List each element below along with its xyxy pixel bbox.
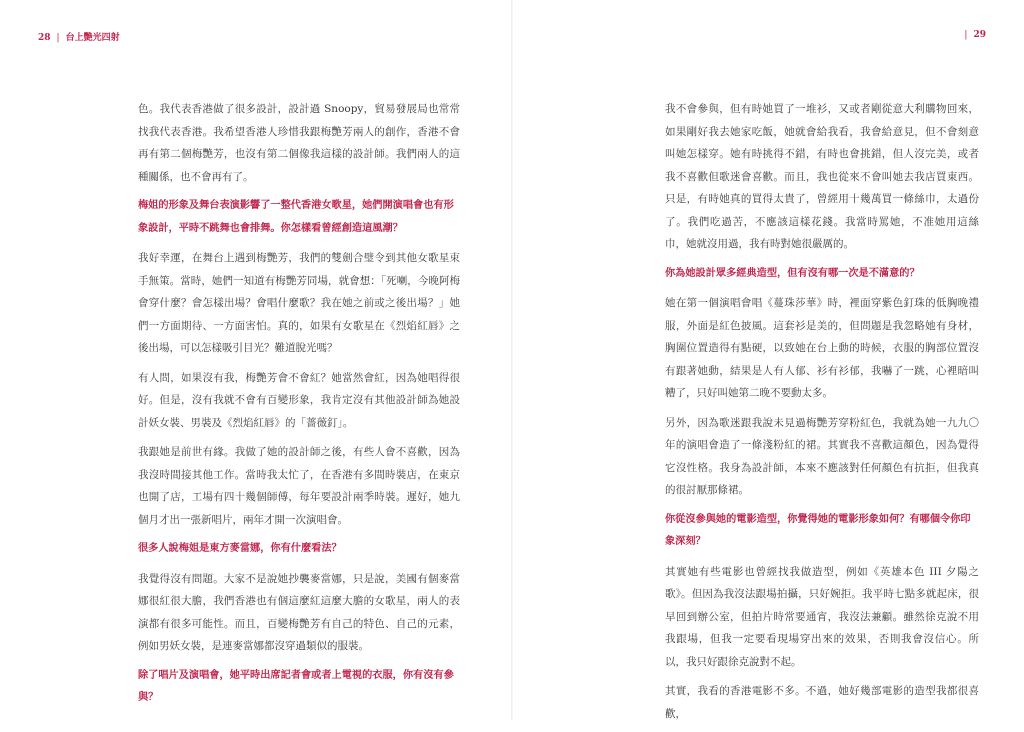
body-paragraph: 我跟她是前世有緣。我做了她的設計師之後，有些人會不喜歡，因為我沒時間接其他工作。當時我太忙了，在香港有多間時裝店，在東京也開了店，工場有四十幾個師傅，每年要設計兩季時裝。遲好，她九個月才出一張新唱片，兩年才開一次演唱會。: [138, 446, 460, 526]
page-gutter: [511, 0, 513, 720]
right-page-body: [665, 98, 979, 732]
interview-question: 梅姐的形象及舞台表演影響了一整代香港女歌星，她們開演唱會也有形象設計，平時不跳舞也會排舞。你怎樣看曾經創造這風潮？: [138, 200, 454, 234]
body-paragraph: 我覺得沒有問題。大家不是說她抄襲麥當娜，只是說，美國有個麥當娜很紅很大膽，我們香港也有個這麼紅這麼大膽的女歌星，兩人的表演都有很多可能性。而且，百變梅艷芳有自己的特色、自己的元素，例如男妖女裝，是連麥當娜都沒穿過類似的服裝。: [138, 572, 460, 652]
interview-question: 除了唱片及演唱會，她平時出席記者會或者上電視的衣服，你有沒有參與？: [138, 669, 454, 703]
right-page-header: [958, 30, 986, 40]
body-paragraph: 其實她有些電影也曾經找我做造型，例如《英雄本色 III 夕陽之歌》。但因為我沒法跟場拍攝，只好婉拒。我平時七點多就起床，很早回到辦公室，但拍片時常要通宵，我沒法兼顧。雖然徐克說不用我跟場，但我一定要看現場穿出來的效果，否則我會沒信心。所以，我只好跟徐克說對不起。: [665, 565, 979, 668]
body-paragraph: 另外，因為歌迷跟我說未見過梅艷芳穿粉紅色，我就為她一九九〇年的演唱會造了一條淺粉紅的裙。其實我不喜歡這顏色，因為覺得它沒性格。我身為設計師，本來不應該對任何顏色有抗拒，但我真的很討厭那條裙。: [665, 416, 979, 496]
header-separator: |: [964, 30, 968, 40]
body-paragraph: 我不會參與，但有時她買了一堆衫，又或者剛從意大利購物回來，如果剛好我去她家吃飯，她就會給我看，我會給意見，但不會刻意叫她怎樣穿。她有時挑得不錯，有時也會挑錯，但人沒完美，或者我不喜歡但歌迷會喜歡。而且，我也從來不會叫她去我店買東西。只是，有時她真的買得太貴了，曾經用十幾萬買一條絲巾，太過份了。我們吃過苦，不應該這樣花錢。我當時罵她，不准她用這絲巾，她就沒用過，我有時對她很嚴厲的。: [665, 103, 979, 250]
header-separator: |: [56, 33, 60, 43]
interview-question: 你為她設計眾多經典造型，但有沒有哪一次是不滿意的？: [665, 267, 920, 279]
body-paragraph: 其實，我看的香港電影不多。不過，她好幾部電影的造型我都很喜歡，: [665, 685, 979, 720]
running-title: 台上艷光四射: [65, 33, 120, 43]
left-page-number: 28: [38, 33, 51, 43]
right-page-number: 29: [973, 30, 986, 40]
left-page-body: [138, 98, 460, 717]
interview-question: 很多人說梅姐是東方麥當娜，你有什麼看法？: [138, 543, 342, 554]
body-paragraph: 色。我代表香港做了很多設計，設計過 Snoopy，貿易發展局也常常找我代表香港。我希望香港人珍惜我跟梅艷芳兩人的創作，香港不會再有第二個梅艷芳，也沒有第二個像我這樣的設計師。我們兩人的這種關係，也不會再有了。: [138, 103, 460, 183]
body-paragraph: 她在第一個演唱會唱《蔓珠莎華》時，裡面穿紫色釘珠的低胸晚禮服，外面是紅色披風。這套衫是美的，但問題是我忽略她有身材，胸圍位置造得有點硬，以致她在台上動的時候，衣服的胸部位置沒有跟著她動，結果是人有人郁、衫有衫郁，我嚇了一跳，心裡暗叫糟了，只好叫她第二晚不要動太多。: [665, 297, 979, 399]
interview-question: 你從沒參與她的電影造型，你覺得她的電影形象如何？有哪個令你印象深刻？: [665, 513, 971, 547]
body-paragraph: 有人問，如果沒有我，梅艷芳會不會紅？她當然會紅，因為她唱得很好。但是，沒有我就不會有百變形象，我肯定沒有其他設計師為她設計妖女裝、男裝及《烈焰紅唇》的「薔薇釘」。: [138, 371, 460, 429]
left-page-header: [38, 30, 120, 43]
body-paragraph: 我好幸運，在舞台上遇到梅艷芳，我們的雙劍合璧令到其他女歌星束手無策。當時，她們一知道有梅艷芳同場，就會想：「死喇，今晚阿梅會穿什麼？會怎樣出場？會唱什麼歌？我在她之前或之後出場？」她們一方面期待、一方面害怕。真的，如果有女歌星在《烈焰紅唇》之後出場，可以怎樣吸引目光？難道脫光嗎？: [138, 252, 460, 354]
